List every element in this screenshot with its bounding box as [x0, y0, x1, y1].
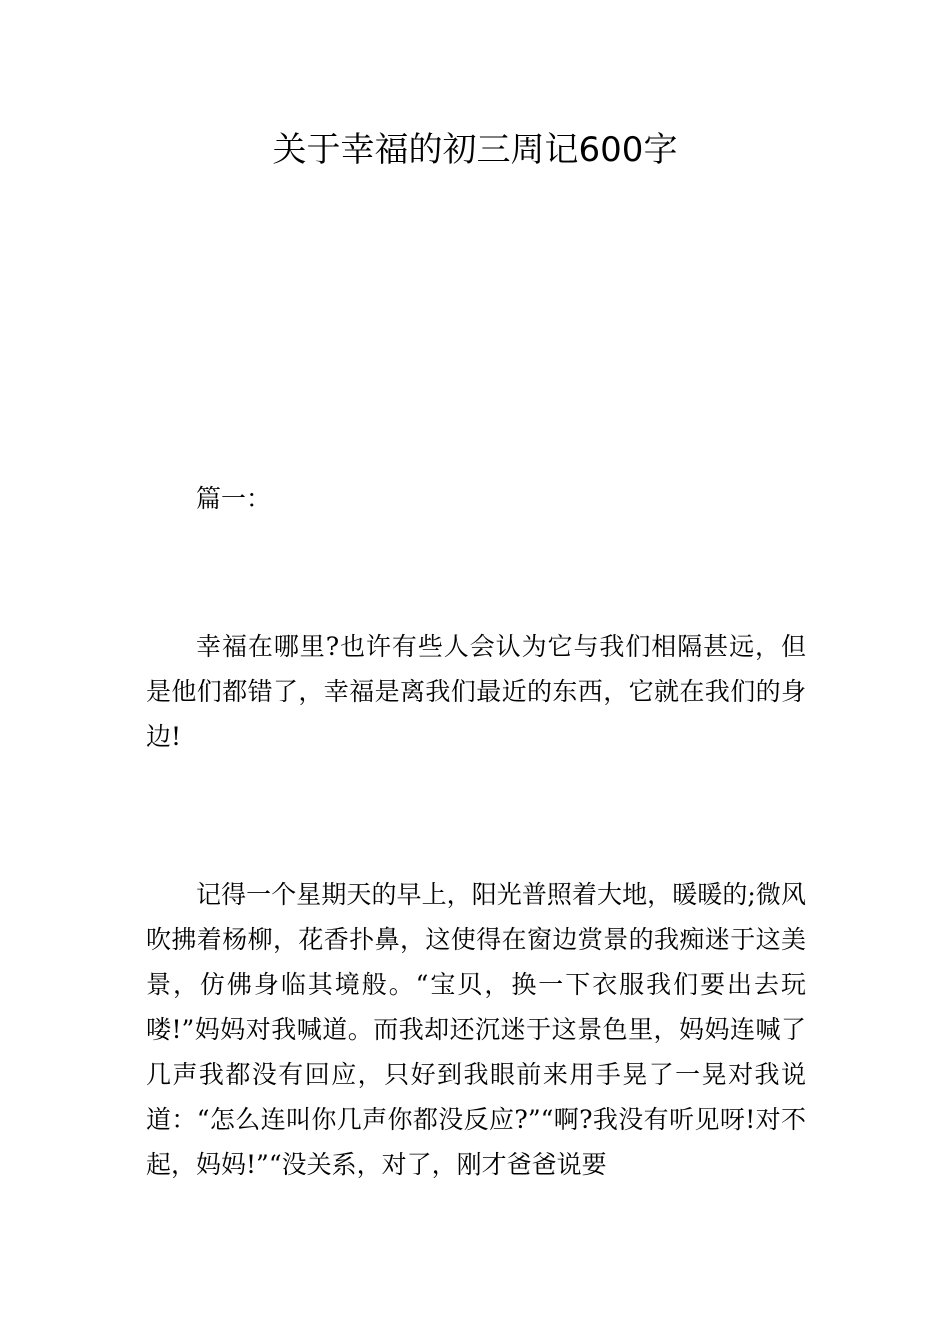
document-title: 关于幸福的初三周记600字 [272, 130, 678, 170]
paragraph: 记得一个星期天的早上，阳光普照着大地，暖暖的;微风吹拂着杨柳，花香扑鼻，这使得在窗边赏景的我痴迷于这美景，仿佛身临其境般。“宝贝，换一下衣服我们要出去玩喽!”妈妈对我喊道。而我却还沉迷于这景色里，妈妈连喊了几声我都没有回应，只好到我眼前来用手晃了一晃对我说道：“怎么连叫你几声你都没反应?”“啊?我没有听见呀!对不起，妈妈!”“没关系，对了，刚才爸爸说要 [146, 880, 806, 1179]
section-heading: 篇一： [196, 484, 272, 513]
paragraph: 幸福在哪里?也许有些人会认为它与我们相隔甚远，但是他们都错了，幸福是离我们最近的东西，它就在我们的身边! [146, 632, 806, 751]
